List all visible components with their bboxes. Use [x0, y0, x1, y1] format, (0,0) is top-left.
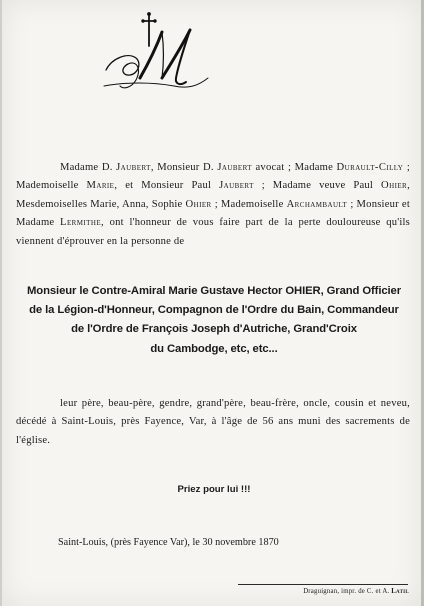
family-name: Jaubert: [219, 180, 254, 192]
family-name: Durault-Cilly: [336, 161, 404, 173]
title-line: de l'Ordre de François Joseph d'Autriche, Grand'Croix: [71, 323, 357, 336]
family-name: Marie: [86, 180, 115, 192]
monogram-m-icon: [102, 12, 212, 94]
printer-divider: [238, 584, 408, 585]
title-line: de la Légion-d'Honneur, Compagnon de l'Ordre du Bain, Commandeur: [29, 304, 399, 317]
printer-imprint: Draguignan, impr. de C. et A. Latil: [303, 588, 409, 595]
family-name: Ohier: [185, 198, 212, 210]
family-name: Lermithe: [60, 217, 102, 229]
place-date-line: Saint-Louis, (près Fayence Var), le 30 novembre 1870: [58, 537, 279, 548]
family-name: Ohier: [381, 180, 408, 192]
family-announcement-paragraph: Madame D. Jaubert, Monsieur D. Jaubert avocat ; Madame Durault-Cilly ; Mademoiselle Marie, et Monsieur Paul Jaubert ; Madame veuve Paul Ohier, Mesdemoiselles Marie, Anna, Sophie Ohier ; Mademoiselle Archambault ; Monsieur et Madame Lermithe, ont l'honneur de vous faire part de la perte douloureuse qu'ils viennent d'éprouver en la personne de: [16, 161, 411, 247]
deceased-title-block: [10, 282, 418, 359]
family-name: Archambault: [286, 198, 348, 210]
title-line: Monsieur le Contre-Amiral Marie Gustave Hector OHIER, Grand Officier: [27, 285, 401, 297]
family-name: Jaubert: [116, 161, 151, 173]
death-notice-paragraph: leur père, beau-père, gendre, grand'père, beau-frère, oncle, cousin et neveu, décédé à Saint-Louis, près Fayence, Var, à l'âge de 56 ans muni des sacrements de l'église.: [16, 397, 410, 446]
title-line: du Cambodge, etc, etc...: [150, 342, 278, 355]
family-name: Jaubert: [217, 161, 252, 173]
prayer-line: Priez pour lui !!!: [177, 484, 251, 495]
